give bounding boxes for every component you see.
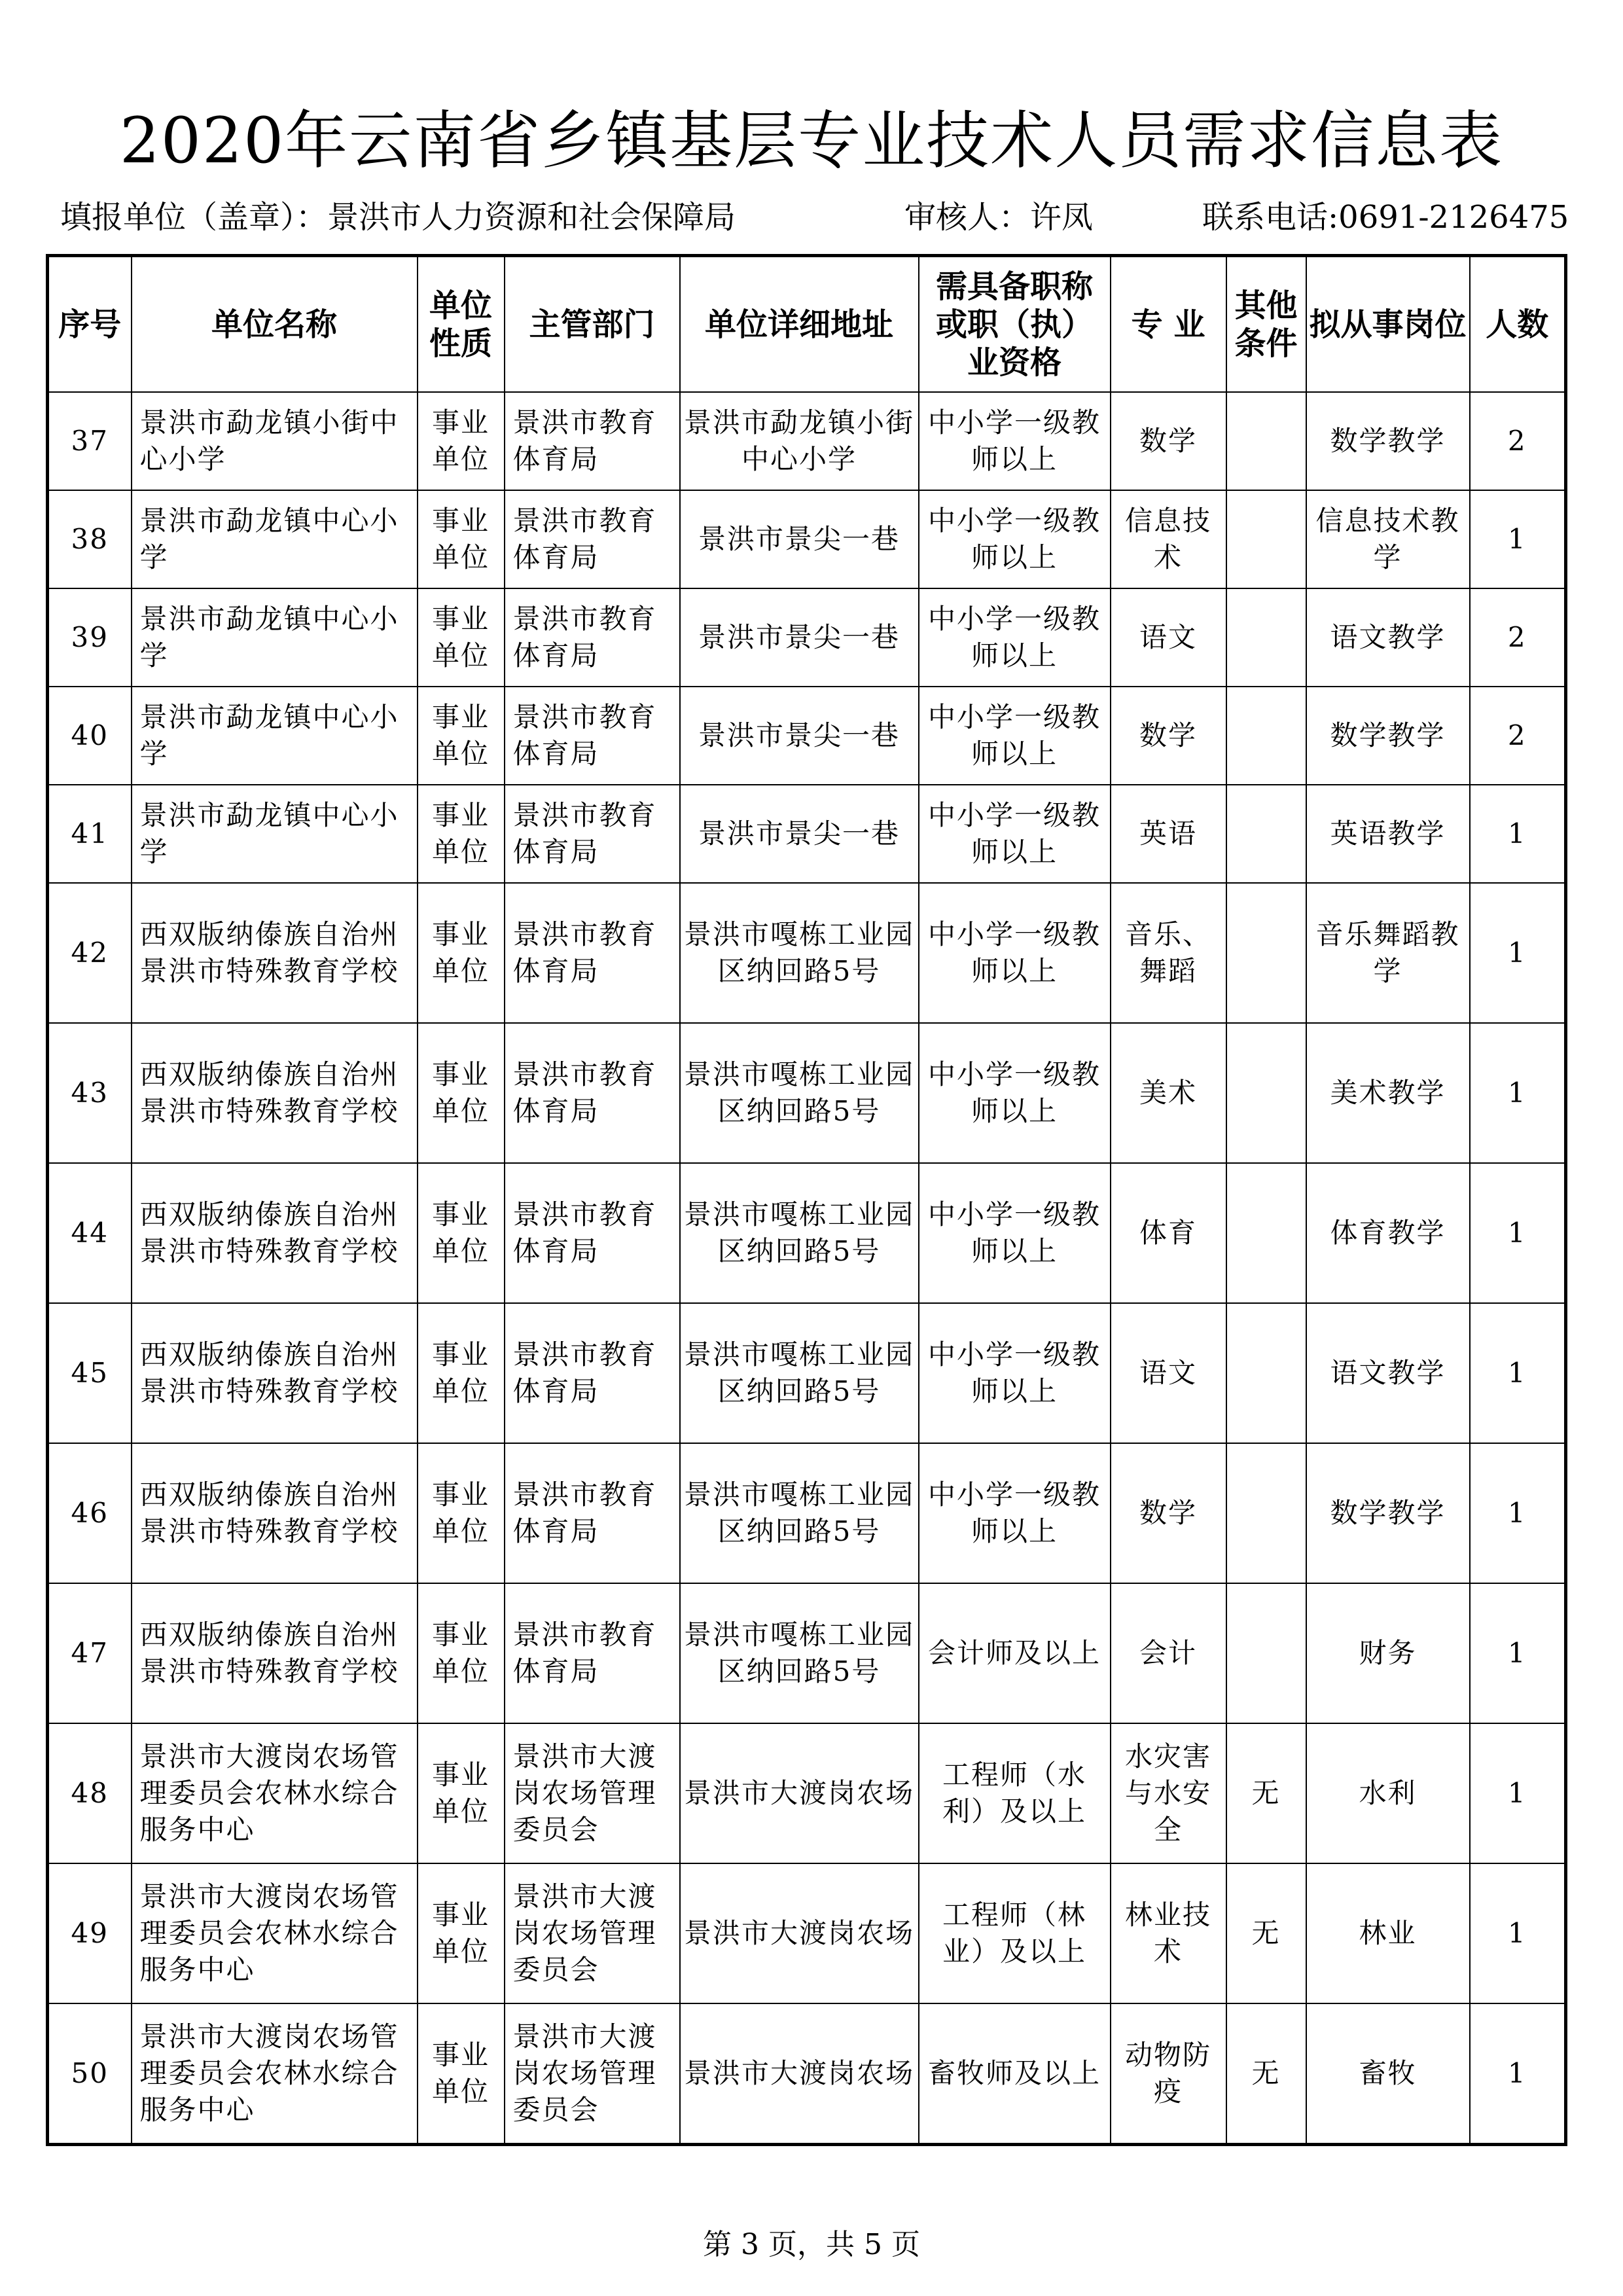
cell-count: 1 bbox=[1470, 785, 1566, 883]
cell-other bbox=[1226, 883, 1306, 1023]
cell-dept: 景洪市教育体育局 bbox=[505, 785, 680, 883]
cell-count: 1 bbox=[1470, 1023, 1566, 1163]
cell-nature: 事业单位 bbox=[418, 1863, 505, 2003]
table-row bbox=[48, 785, 1566, 883]
cell-other bbox=[1226, 392, 1306, 490]
cell-post: 美术教学 bbox=[1306, 1023, 1470, 1163]
header-qual: 需具备职称或职（执）业资格 bbox=[919, 256, 1111, 393]
cell-dept: 景洪市教育体育局 bbox=[505, 392, 680, 490]
cell-other: 无 bbox=[1226, 2003, 1306, 2145]
header-other: 其他条件 bbox=[1226, 256, 1306, 393]
table-row bbox=[48, 490, 1566, 588]
cell-other bbox=[1226, 588, 1306, 687]
cell-addr: 景洪市大渡岗农场 bbox=[680, 1863, 919, 2003]
cell-post: 信息技术教学 bbox=[1306, 490, 1470, 588]
cell-other bbox=[1226, 1023, 1306, 1163]
cell-nature: 事业单位 bbox=[418, 1303, 505, 1443]
header-post: 拟从事岗位 bbox=[1306, 256, 1470, 393]
cell-nature: 事业单位 bbox=[418, 490, 505, 588]
cell-addr: 景洪市景尖一巷 bbox=[680, 588, 919, 687]
cell-major: 水灾害与水安全 bbox=[1111, 1723, 1226, 1863]
cell-addr: 景洪市嘎栋工业园区纳回路5号 bbox=[680, 1583, 919, 1723]
cell-name: 西双版纳傣族自治州景洪市特殊教育学校 bbox=[132, 1303, 418, 1443]
cell-count: 2 bbox=[1470, 687, 1566, 785]
cell-nature: 事业单位 bbox=[418, 588, 505, 687]
cell-other bbox=[1226, 490, 1306, 588]
table-row bbox=[48, 883, 1566, 1023]
cell-major: 动物防疫 bbox=[1111, 2003, 1226, 2145]
header-seq: 序号 bbox=[48, 256, 132, 393]
header-dept: 主管部门 bbox=[505, 256, 680, 393]
cell-count: 1 bbox=[1470, 490, 1566, 588]
cell-dept: 景洪市教育体育局 bbox=[505, 1163, 680, 1303]
cell-seq: 44 bbox=[48, 1163, 132, 1303]
cell-major: 语文 bbox=[1111, 588, 1226, 687]
cell-dept: 景洪市教育体育局 bbox=[505, 883, 680, 1023]
cell-seq: 47 bbox=[48, 1583, 132, 1723]
cell-qual: 中小学一级教师以上 bbox=[919, 1023, 1111, 1163]
cell-other bbox=[1226, 1303, 1306, 1443]
cell-count: 2 bbox=[1470, 392, 1566, 490]
cell-other bbox=[1226, 1583, 1306, 1723]
cell-major: 数学 bbox=[1111, 687, 1226, 785]
cell-addr: 景洪市景尖一巷 bbox=[680, 490, 919, 588]
cell-qual: 中小学一级教师以上 bbox=[919, 1443, 1111, 1583]
cell-name: 景洪市大渡岗农场管理委员会农林水综合服务中心 bbox=[132, 1863, 418, 2003]
cell-dept: 景洪市大渡岗农场管理委员会 bbox=[505, 1723, 680, 1863]
cell-count: 2 bbox=[1470, 588, 1566, 687]
cell-addr: 景洪市嘎栋工业园区纳回路5号 bbox=[680, 1303, 919, 1443]
cell-dept: 景洪市教育体育局 bbox=[505, 1023, 680, 1163]
cell-name: 景洪市勐龙镇中心小学 bbox=[132, 588, 418, 687]
cell-seq: 50 bbox=[48, 2003, 132, 2145]
cell-count: 1 bbox=[1470, 1863, 1566, 2003]
table-row bbox=[48, 588, 1566, 687]
cell-other: 无 bbox=[1226, 1723, 1306, 1863]
cell-seq: 45 bbox=[48, 1303, 132, 1443]
cell-nature: 事业单位 bbox=[418, 1163, 505, 1303]
cell-qual: 中小学一级教师以上 bbox=[919, 687, 1111, 785]
reporting-unit: 填报单位（盖章）：景洪市人力资源和社会保障局 bbox=[60, 199, 736, 236]
cell-qual: 中小学一级教师以上 bbox=[919, 1303, 1111, 1443]
cell-seq: 49 bbox=[48, 1863, 132, 2003]
cell-nature: 事业单位 bbox=[418, 2003, 505, 2145]
cell-dept: 景洪市教育体育局 bbox=[505, 490, 680, 588]
cell-nature: 事业单位 bbox=[418, 1443, 505, 1583]
cell-dept: 景洪市教育体育局 bbox=[505, 687, 680, 785]
cell-other bbox=[1226, 1163, 1306, 1303]
header-addr: 单位详细地址 bbox=[680, 256, 919, 393]
cell-major: 林业技术 bbox=[1111, 1863, 1226, 2003]
cell-seq: 39 bbox=[48, 588, 132, 687]
cell-nature: 事业单位 bbox=[418, 883, 505, 1023]
cell-post: 英语教学 bbox=[1306, 785, 1470, 883]
cell-qual: 工程师（林业）及以上 bbox=[919, 1863, 1111, 2003]
cell-name: 景洪市勐龙镇中心小学 bbox=[132, 490, 418, 588]
cell-name: 景洪市勐龙镇中心小学 bbox=[132, 687, 418, 785]
cell-count: 1 bbox=[1470, 883, 1566, 1023]
cell-dept: 景洪市大渡岗农场管理委员会 bbox=[505, 1863, 680, 2003]
form-meta bbox=[60, 198, 1569, 237]
header-name: 单位名称 bbox=[132, 256, 418, 393]
cell-post: 数学教学 bbox=[1306, 687, 1470, 785]
cell-count: 1 bbox=[1470, 1163, 1566, 1303]
cell-major: 数学 bbox=[1111, 1443, 1226, 1583]
cell-nature: 事业单位 bbox=[418, 1023, 505, 1163]
page-footer: 第 3 页，共 5 页 bbox=[703, 2228, 920, 2261]
cell-seq: 37 bbox=[48, 392, 132, 490]
cell-name: 西双版纳傣族自治州景洪市特殊教育学校 bbox=[132, 1443, 418, 1583]
cell-major: 英语 bbox=[1111, 785, 1226, 883]
cell-seq: 42 bbox=[48, 883, 132, 1023]
cell-other bbox=[1226, 785, 1306, 883]
table-row bbox=[48, 1023, 1566, 1163]
header-row bbox=[48, 256, 1566, 393]
cell-other bbox=[1226, 1443, 1306, 1583]
cell-nature: 事业单位 bbox=[418, 392, 505, 490]
cell-addr: 景洪市大渡岗农场 bbox=[680, 1723, 919, 1863]
table-row bbox=[48, 392, 1566, 490]
cell-count: 1 bbox=[1470, 1583, 1566, 1723]
cell-addr: 景洪市嘎栋工业园区纳回路5号 bbox=[680, 1443, 919, 1583]
cell-qual: 中小学一级教师以上 bbox=[919, 588, 1111, 687]
cell-count: 1 bbox=[1470, 1303, 1566, 1443]
cell-seq: 48 bbox=[48, 1723, 132, 1863]
cell-post: 音乐舞蹈教学 bbox=[1306, 883, 1470, 1023]
cell-post: 水利 bbox=[1306, 1723, 1470, 1863]
cell-qual: 中小学一级教师以上 bbox=[919, 883, 1111, 1023]
cell-qual: 工程师（水利）及以上 bbox=[919, 1723, 1111, 1863]
cell-name: 西双版纳傣族自治州景洪市特殊教育学校 bbox=[132, 1583, 418, 1723]
cell-post: 畜牧 bbox=[1306, 2003, 1470, 2145]
cell-count: 1 bbox=[1470, 1443, 1566, 1583]
cell-seq: 43 bbox=[48, 1023, 132, 1163]
cell-name: 西双版纳傣族自治州景洪市特殊教育学校 bbox=[132, 883, 418, 1023]
cell-nature: 事业单位 bbox=[418, 1723, 505, 1863]
cell-nature: 事业单位 bbox=[418, 785, 505, 883]
table-body bbox=[48, 392, 1566, 2145]
cell-other bbox=[1226, 687, 1306, 785]
cell-addr: 景洪市景尖一巷 bbox=[680, 687, 919, 785]
cell-major: 会计 bbox=[1111, 1583, 1226, 1723]
cell-name: 景洪市大渡岗农场管理委员会农林水综合服务中心 bbox=[132, 1723, 418, 1863]
cell-name: 景洪市勐龙镇中心小学 bbox=[132, 785, 418, 883]
cell-addr: 景洪市嘎栋工业园区纳回路5号 bbox=[680, 1023, 919, 1163]
cell-nature: 事业单位 bbox=[418, 687, 505, 785]
cell-major: 美术 bbox=[1111, 1023, 1226, 1163]
table-row bbox=[48, 1443, 1566, 1583]
cell-qual: 中小学一级教师以上 bbox=[919, 1163, 1111, 1303]
cell-qual: 中小学一级教师以上 bbox=[919, 785, 1111, 883]
cell-dept: 景洪市教育体育局 bbox=[505, 588, 680, 687]
cell-major: 音乐、舞蹈 bbox=[1111, 883, 1226, 1023]
cell-seq: 46 bbox=[48, 1443, 132, 1583]
cell-name: 西双版纳傣族自治州景洪市特殊教育学校 bbox=[132, 1163, 418, 1303]
table-row bbox=[48, 1583, 1566, 1723]
cell-dept: 景洪市大渡岗农场管理委员会 bbox=[505, 2003, 680, 2145]
cell-post: 林业 bbox=[1306, 1863, 1470, 2003]
cell-other: 无 bbox=[1226, 1863, 1306, 2003]
cell-addr: 景洪市大渡岗农场 bbox=[680, 2003, 919, 2145]
page-title: 2020年云南省乡镇基层专业技术人员需求信息表 bbox=[119, 104, 1504, 177]
cell-addr: 景洪市景尖一巷 bbox=[680, 785, 919, 883]
cell-name: 西双版纳傣族自治州景洪市特殊教育学校 bbox=[132, 1023, 418, 1163]
contact-phone: 联系电话:0691-2126475 bbox=[1202, 199, 1569, 236]
cell-major: 信息技术 bbox=[1111, 490, 1226, 588]
header-count: 人数 bbox=[1470, 256, 1566, 393]
cell-major: 数学 bbox=[1111, 392, 1226, 490]
cell-addr: 景洪市嘎栋工业园区纳回路5号 bbox=[680, 1163, 919, 1303]
reviewer: 审核人：许凤 bbox=[904, 199, 1094, 236]
table-row bbox=[48, 1303, 1566, 1443]
cell-post: 语文教学 bbox=[1306, 1303, 1470, 1443]
cell-qual: 畜牧师及以上 bbox=[919, 2003, 1111, 2145]
cell-count: 1 bbox=[1470, 2003, 1566, 2145]
cell-major: 体育 bbox=[1111, 1163, 1226, 1303]
cell-post: 财务 bbox=[1306, 1583, 1470, 1723]
cell-count: 1 bbox=[1470, 1723, 1566, 1863]
table-row bbox=[48, 2003, 1566, 2145]
cell-post: 数学教学 bbox=[1306, 392, 1470, 490]
cell-dept: 景洪市教育体育局 bbox=[505, 1583, 680, 1723]
cell-dept: 景洪市教育体育局 bbox=[505, 1443, 680, 1583]
header-nature: 单位性质 bbox=[418, 256, 505, 393]
cell-name: 景洪市勐龙镇小街中心小学 bbox=[132, 392, 418, 490]
table-row bbox=[48, 1163, 1566, 1303]
cell-addr: 景洪市勐龙镇小街中心小学 bbox=[680, 392, 919, 490]
header-major: 专 业 bbox=[1111, 256, 1226, 393]
cell-major: 语文 bbox=[1111, 1303, 1226, 1443]
cell-addr: 景洪市嘎栋工业园区纳回路5号 bbox=[680, 883, 919, 1023]
cell-dept: 景洪市教育体育局 bbox=[505, 1303, 680, 1443]
cell-post: 体育教学 bbox=[1306, 1163, 1470, 1303]
cell-qual: 中小学一级教师以上 bbox=[919, 392, 1111, 490]
cell-name: 景洪市大渡岗农场管理委员会农林水综合服务中心 bbox=[132, 2003, 418, 2145]
cell-nature: 事业单位 bbox=[418, 1583, 505, 1723]
cell-post: 数学教学 bbox=[1306, 1443, 1470, 1583]
table-row bbox=[48, 1863, 1566, 2003]
cell-seq: 41 bbox=[48, 785, 132, 883]
cell-post: 语文教学 bbox=[1306, 588, 1470, 687]
cell-qual: 会计师及以上 bbox=[919, 1583, 1111, 1723]
cell-qual: 中小学一级教师以上 bbox=[919, 490, 1111, 588]
table-row bbox=[48, 687, 1566, 785]
demand-table bbox=[46, 254, 1567, 2146]
cell-seq: 40 bbox=[48, 687, 132, 785]
cell-seq: 38 bbox=[48, 490, 132, 588]
table-row bbox=[48, 1723, 1566, 1863]
